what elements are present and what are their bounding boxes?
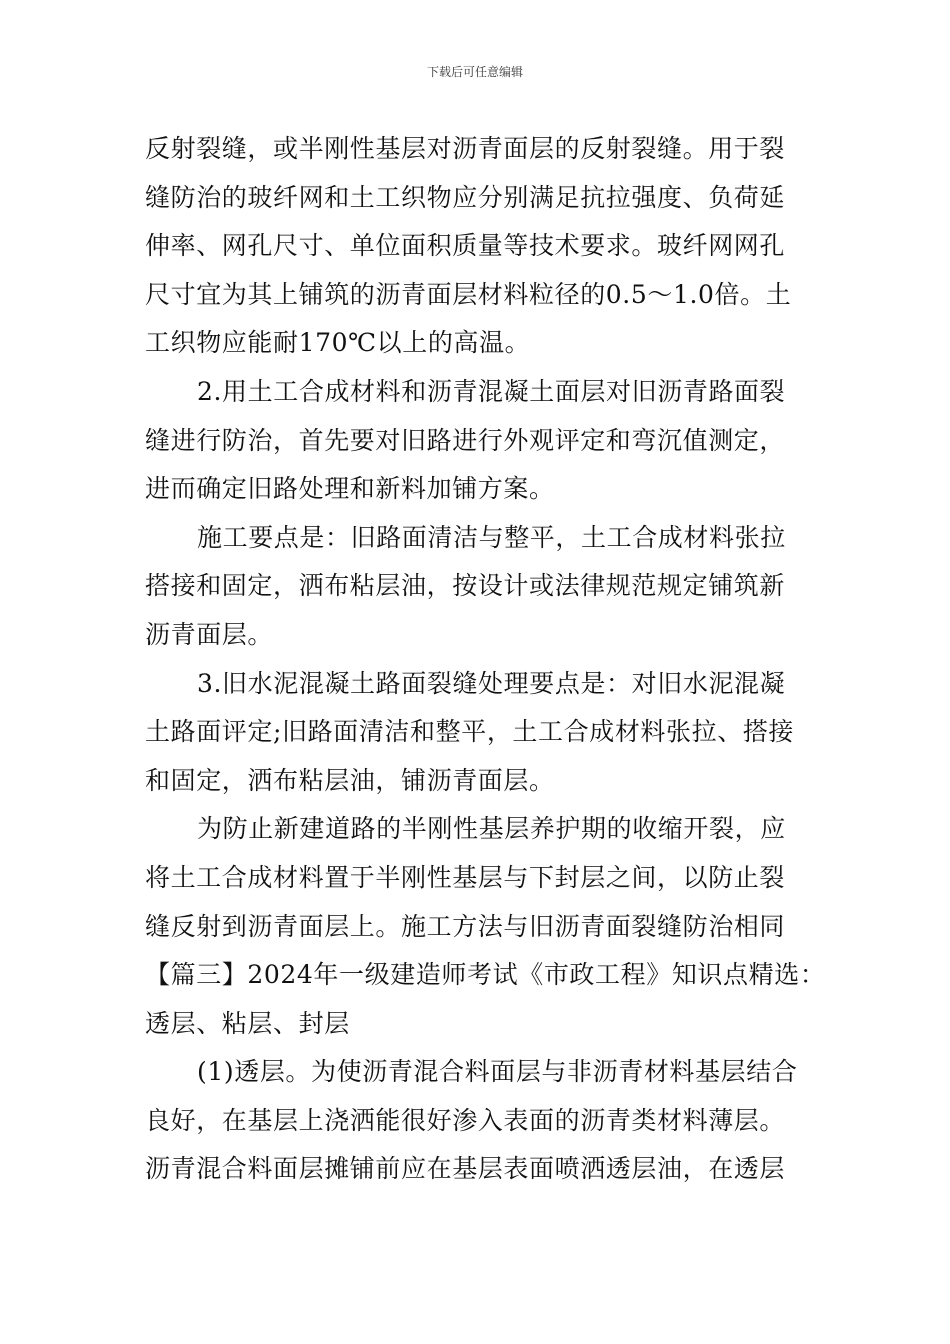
section-heading (145, 951, 826, 1048)
paragraph-1 (145, 125, 815, 368)
text-line: 反射裂缝，或半刚性基层对沥青面层的反射裂缝。用于裂 (145, 134, 786, 163)
text-line: 和固定，洒布粘层油，铺沥青面层。 (145, 765, 555, 795)
paragraph-4 (145, 660, 815, 806)
text-line: 沥青面层。 (145, 619, 274, 649)
document-body (145, 125, 826, 1194)
paragraph-5 (145, 805, 815, 951)
text-line: 缝反射到沥青面层上。施工方法与旧沥青面裂缝防治相同 (145, 911, 786, 941)
text-line: 土路面评定;旧路面清洁和整平，土工合成材料张拉、搭接 (145, 717, 795, 747)
text-line: 进而确定旧路处理和新料加铺方案。 (145, 474, 555, 504)
paragraph-2 (145, 368, 815, 514)
paragraph-3 (145, 514, 815, 660)
text-line: 施工要点是：旧路面清洁与整平，土工合成材料张拉 (197, 522, 786, 552)
text-line: 伸率、网孔尺寸、单位面积质量等技术要求。玻纤网网孔 (145, 231, 786, 261)
text-line: 为防止新建道路的半刚性基层养护期的收缩开裂，应 (197, 814, 786, 844)
text-line: (1)透层。为使沥青混合料面层与非沥青材料基层结合 (197, 1057, 798, 1087)
text-line: 良好，在基层上浇洒能很好渗入表面的沥青类材料薄层。 (145, 1105, 786, 1135)
text-line: 3.旧水泥混凝土路面裂缝处理要点是：对旧水泥混凝 (197, 668, 786, 698)
text-line: 将土工合成材料置于半刚性基层与下封层之间，以防止裂 (145, 862, 786, 892)
page-header: 下载后可任意编辑 (426, 65, 523, 79)
text-line: 搭接和固定，洒布粘层油，按设计或法律规范规定铺筑新 (145, 571, 786, 601)
text-line: 工织物应能耐170℃以上的高温。 (145, 328, 531, 358)
heading-line: 透层、粘层、封层 (145, 1008, 350, 1038)
text-line: 缝进行防治，首先要对旧路进行外观评定和弯沉值测定， (145, 425, 786, 455)
text-line: 缝防治的玻纤网和土工织物应分别满足抗拉强度、负荷延 (145, 182, 786, 212)
text-line: 沥青混合料面层摊铺前应在基层表面喷洒透层油，在透层 (145, 1154, 786, 1184)
text-line: 2.用土工合成材料和沥青混凝土面层对旧沥青路面裂 (197, 376, 786, 406)
text-line: 尺寸宜为其上铺筑的沥青面层材料粒径的0.5～1.0倍。土 (145, 279, 792, 309)
heading-line: 【篇三】2024年一级建造师考试《市政工程》知识点精选： (145, 960, 826, 990)
paragraph-7 (145, 1048, 815, 1194)
